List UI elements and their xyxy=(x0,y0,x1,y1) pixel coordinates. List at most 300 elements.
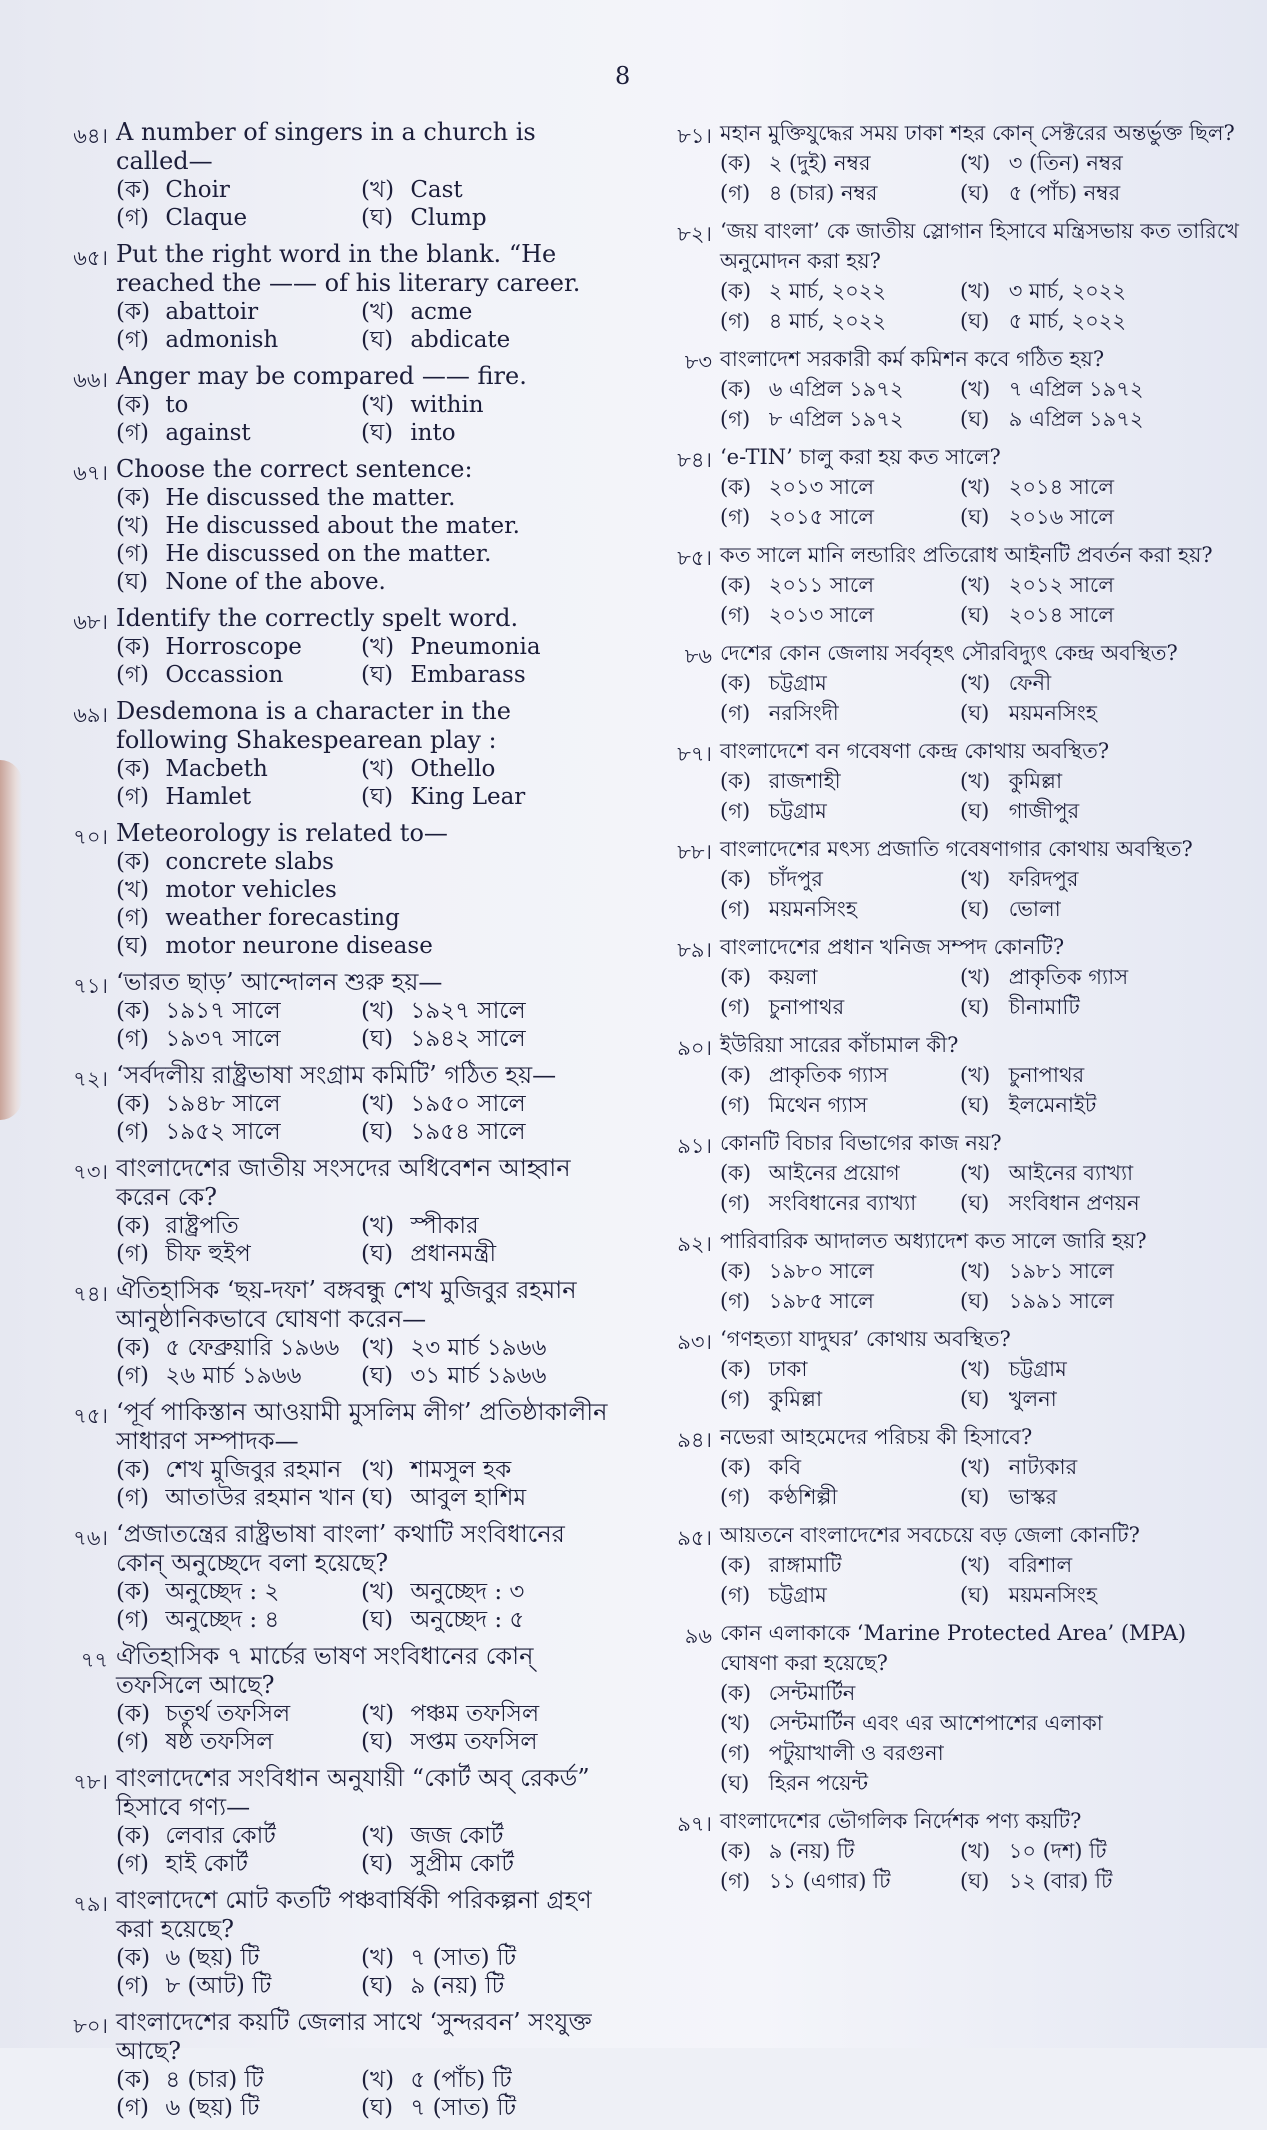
answer-option xyxy=(720,600,960,630)
option-label: (ঘ) xyxy=(960,897,990,921)
option-text: ৭ এপ্রিল ১৯৭২ xyxy=(1008,377,1144,401)
answer-option xyxy=(720,992,960,1022)
answer-option xyxy=(116,1972,361,2000)
option-label: (ক) xyxy=(116,177,151,203)
option-label: (ক) xyxy=(720,1357,752,1381)
answer-option xyxy=(720,306,960,336)
option-grid xyxy=(116,1578,610,1634)
option-text: নাট্যকার xyxy=(1008,1455,1078,1479)
option-grid xyxy=(116,391,610,447)
option-text: পটুয়াখালী ও বরগুনা xyxy=(768,1741,944,1765)
question-text: Desdemona is a character in the following Shakespearean play : xyxy=(116,697,511,754)
option-text: ৬ (ছয়) টি xyxy=(165,2095,260,2121)
question-text: কোন এলাকাকে ‘Marine Protected Area’ (MPA) ঘোষণা করা হয়েছে? xyxy=(720,1621,1187,1675)
answer-option xyxy=(960,1550,1240,1580)
option-text: চট্টগ্রাম xyxy=(768,1583,827,1607)
answer-option xyxy=(361,1972,610,2000)
answer-option xyxy=(116,391,361,419)
option-text: লেবার কোর্ট xyxy=(165,1823,276,1849)
option-text: ১৯১৭ সালে xyxy=(165,998,281,1024)
answer-option xyxy=(361,997,610,1025)
option-text: অনুচ্ছেদ : ৩ xyxy=(410,1579,525,1605)
option-grid xyxy=(116,1944,610,2000)
answer-option xyxy=(720,1060,960,1090)
option-label: (খ) xyxy=(960,769,991,793)
question-item xyxy=(640,1324,1240,1414)
answer-option xyxy=(116,1700,361,1728)
option-text: সুপ্রীম কোর্ট xyxy=(410,1851,514,1877)
option-label: (খ) xyxy=(361,998,395,1024)
option-text: ১১ (এগার) টি xyxy=(768,1869,891,1893)
question-item xyxy=(40,1154,610,1268)
answer-option xyxy=(960,1256,1240,1286)
answer-option xyxy=(960,1286,1240,1316)
answer-option xyxy=(116,176,361,204)
answer-option xyxy=(960,1866,1240,1896)
option-label: (খ) xyxy=(361,1945,395,1971)
option-label: (ক) xyxy=(720,1553,752,1577)
question-text: ঐতিহাসিক ৭ মার্চের ভাষণ সংবিধানের কোন্ তফসিলে আছে? xyxy=(116,1642,534,1699)
question-text: বাংলাদেশ সরকারী কর্ম কমিশন কবে গঠিত হয়? xyxy=(720,347,1105,371)
option-text: to xyxy=(165,392,189,418)
option-label: (খ) xyxy=(960,1839,991,1863)
option-label: (ঘ) xyxy=(960,407,990,431)
option-text: ৩ (তিন) নম্বর xyxy=(1008,151,1123,175)
option-grid xyxy=(116,848,610,960)
question-number: ৯১। xyxy=(677,1134,712,1158)
question-text: মহান মুক্তিযুদ্ধের সময় ঢাকা শহর কোন্ সেক্টরের অন্তর্ভুক্ত ছিল? xyxy=(720,121,1235,145)
answer-option xyxy=(960,1384,1240,1414)
answer-option xyxy=(720,1836,960,1866)
option-text: কুমিল্লা xyxy=(768,1387,823,1411)
option-text: ভোলা xyxy=(1008,897,1061,921)
question-item xyxy=(40,1276,610,1390)
option-text: ১৯৯১ সালে xyxy=(1008,1289,1114,1313)
option-text: ৯ (নয়) টি xyxy=(410,1973,505,1999)
answer-option xyxy=(361,1700,610,1728)
option-label: (ক) xyxy=(720,279,752,303)
answer-option xyxy=(720,1384,960,1414)
question-item xyxy=(640,540,1240,630)
answer-option xyxy=(361,419,610,447)
option-text: Claque xyxy=(165,205,248,231)
answer-option xyxy=(960,600,1240,630)
option-text: হাই কোর্ট xyxy=(165,1851,248,1877)
option-label: (গ) xyxy=(720,1485,751,1509)
answer-option xyxy=(361,1212,610,1240)
option-text: কয়লা xyxy=(768,965,818,989)
option-label: (ঘ) xyxy=(361,1119,394,1145)
option-text: Clump xyxy=(410,205,487,231)
option-grid xyxy=(720,374,1240,434)
question-item xyxy=(640,118,1240,208)
option-text: ১৯৪২ সালে xyxy=(410,1026,526,1052)
answer-option xyxy=(361,1728,610,1756)
answer-option xyxy=(361,204,610,232)
option-label: (গ) xyxy=(720,1583,751,1607)
option-label: (গ) xyxy=(720,1387,751,1411)
option-label: (খ) xyxy=(960,1259,991,1283)
answer-option xyxy=(720,864,960,894)
answer-option xyxy=(116,2066,361,2094)
option-text: হিরন পয়েন্ট xyxy=(768,1771,869,1795)
question-item xyxy=(40,455,610,596)
option-text: ৮ এপ্রিল ১৯৭২ xyxy=(768,407,904,431)
option-text: ২ মার্চ, ২০২২ xyxy=(768,279,887,303)
option-text: None of the above. xyxy=(165,569,386,595)
answer-option xyxy=(361,1822,610,1850)
answer-option xyxy=(720,1090,960,1120)
option-text: চীফ হুইপ xyxy=(165,1241,251,1267)
answer-option xyxy=(361,1025,610,1053)
answer-option xyxy=(720,472,960,502)
option-text: motor neurone disease xyxy=(165,933,433,959)
option-text: সপ্তম তফসিল xyxy=(410,1729,538,1755)
option-text: King Lear xyxy=(410,784,526,810)
question-text: বাংলাদেশের ভৌগলিক নির্দেশক পণ্য কয়টি? xyxy=(720,1809,1082,1833)
question-number: ৭৩। xyxy=(73,1160,108,1184)
option-label: (গ) xyxy=(720,1093,751,1117)
option-label: (ক) xyxy=(116,1945,151,1971)
option-text: ৯ এপ্রিল ১৯৭২ xyxy=(1008,407,1144,431)
option-label: (ঘ) xyxy=(361,1729,394,1755)
answer-option xyxy=(720,796,960,826)
option-label: (খ) xyxy=(720,1711,751,1735)
option-text: চতুর্থ তফসিল xyxy=(165,1701,291,1727)
option-label: (গ) xyxy=(720,181,751,205)
option-grid xyxy=(116,298,610,354)
answer-option xyxy=(720,1678,1240,1708)
question-number: ৭২। xyxy=(73,1067,108,1091)
answer-option xyxy=(116,1090,361,1118)
option-label: (খ) xyxy=(960,377,991,401)
option-text: admonish xyxy=(165,327,279,353)
question-item xyxy=(640,1806,1240,1896)
question-text: ‘পূর্ব পাকিস্তান আওয়ামী মুসলিম লীগ’ প্রতিষ্ঠাকালীন সাধারণ সম্পাদক— xyxy=(116,1398,608,1455)
option-grid xyxy=(720,766,1240,826)
option-label: (গ) xyxy=(720,603,751,627)
question-number: ৭৪। xyxy=(73,1282,108,1306)
question-item xyxy=(640,736,1240,826)
option-text: ২০১৩ সালে xyxy=(768,603,875,627)
answer-option xyxy=(361,1484,610,1512)
option-label: (ক) xyxy=(116,299,151,325)
option-text: অনুচ্ছেদ : ৪ xyxy=(165,1607,280,1633)
option-text: ৪ (চার) নম্বর xyxy=(768,181,878,205)
option-label: (ক) xyxy=(720,965,752,989)
option-label: (ক) xyxy=(720,475,752,499)
option-text: আইনের প্রয়োগ xyxy=(768,1161,900,1185)
question-text: বাংলাদেশে বন গবেষণা কেন্দ্র কোথায় অবস্থিত? xyxy=(720,739,1110,763)
option-label: (ক) xyxy=(720,377,752,401)
option-text: Horroscope xyxy=(165,634,302,660)
answer-option xyxy=(720,1452,960,1482)
option-text: অনুচ্ছেদ : ৫ xyxy=(410,1607,525,1633)
answer-option xyxy=(361,633,610,661)
option-text: ২ (দুই) নম্বর xyxy=(768,151,871,175)
option-text: জজ কোর্ট xyxy=(410,1823,504,1849)
option-text: ফেনী xyxy=(1008,671,1052,695)
answer-option xyxy=(116,1850,361,1878)
answer-option xyxy=(960,1354,1240,1384)
question-text: কোনটি বিচার বিভাগের কাজ নয়? xyxy=(720,1131,1002,1155)
answer-option xyxy=(960,992,1240,1022)
option-text: ৫ (পাঁচ) টি xyxy=(410,2067,512,2093)
option-text: ষষ্ঠ তফসিল xyxy=(165,1729,274,1755)
answer-option xyxy=(361,391,610,419)
option-text: সংবিধান প্রণয়ন xyxy=(1008,1191,1140,1215)
option-text: ২০১৬ সালে xyxy=(1008,505,1115,529)
left-column xyxy=(40,118,610,2130)
answer-option xyxy=(720,570,960,600)
option-label: (ক) xyxy=(116,392,151,418)
answer-option xyxy=(361,326,610,354)
question-number: ৮১। xyxy=(677,124,712,148)
answer-option xyxy=(960,178,1240,208)
answer-option xyxy=(116,848,610,876)
option-label: (গ) xyxy=(720,701,751,725)
option-label: (গ) xyxy=(116,2095,150,2121)
question-number: ৮২। xyxy=(677,222,712,246)
question-item xyxy=(640,834,1240,924)
option-label: (গ) xyxy=(116,1485,150,1511)
option-label: (ক) xyxy=(116,1823,151,1849)
option-text: He discussed on the matter. xyxy=(165,541,492,567)
question-text: পারিবারিক আদালত অধ্যাদেশ কত সালে জারি হয়? xyxy=(720,1229,1147,1253)
option-text: ২৩ মার্চ ১৯৬৬ xyxy=(410,1335,547,1361)
question-text: Anger may be compared —— fire. xyxy=(116,362,527,390)
option-text: ১৯৮০ সালে xyxy=(768,1259,874,1283)
option-label: (গ) xyxy=(116,327,150,353)
option-label: (ঘ) xyxy=(960,995,990,1019)
question-number: ৯০। xyxy=(677,1036,712,1060)
question-number: ৭৬। xyxy=(73,1526,108,1550)
question-number: ৭৮। xyxy=(73,1770,108,1794)
question-text: দেশের কোন জেলায় সর্ববৃহৎ সৌরবিদ্যুৎ কেন্দ্র অবস্থিত? xyxy=(720,641,1178,665)
answer-option xyxy=(960,1158,1240,1188)
question-number: ৬৬। xyxy=(73,368,108,392)
answer-option xyxy=(116,1240,361,1268)
option-text: acme xyxy=(410,299,473,325)
option-label: (ক) xyxy=(720,769,752,793)
option-grid xyxy=(116,1090,610,1146)
question-item xyxy=(40,604,610,689)
question-text: আয়তনে বাংলাদেশের সবচেয়ে বড় জেলা কোনটি? xyxy=(720,1523,1140,1547)
option-text: আইনের ব্যাখ্যা xyxy=(1008,1161,1134,1185)
option-text: ময়মনসিংহ xyxy=(768,897,857,921)
option-text: শামসুল হক xyxy=(410,1457,512,1483)
answer-option xyxy=(116,540,610,568)
option-label: (খ) xyxy=(960,671,991,695)
option-label: (ক) xyxy=(720,1839,752,1863)
answer-option xyxy=(361,783,610,811)
answer-option xyxy=(720,1866,960,1896)
question-number: ৮০। xyxy=(73,2014,108,2038)
option-label: (ঘ) xyxy=(361,1026,394,1052)
option-text: চুনাপাথর xyxy=(1008,1063,1085,1087)
question-item xyxy=(640,638,1240,728)
option-text: Embarass xyxy=(410,662,526,688)
question-text: A number of singers in a church is called— xyxy=(116,118,536,175)
option-label: (গ) xyxy=(116,1729,150,1755)
option-label: (খ) xyxy=(116,877,150,903)
answer-option xyxy=(960,1188,1240,1218)
option-text: গাজীপুর xyxy=(1008,799,1080,823)
option-text: ২০১৪ সালে xyxy=(1008,475,1114,499)
option-label: (গ) xyxy=(720,407,751,431)
question-item xyxy=(40,1642,610,1756)
answer-option xyxy=(116,1606,361,1634)
option-label: (ক) xyxy=(116,1701,151,1727)
option-label: (ঘ) xyxy=(960,1583,990,1607)
option-label: (খ) xyxy=(361,756,395,782)
question-item xyxy=(40,118,610,232)
answer-option xyxy=(960,1836,1240,1866)
answer-option xyxy=(720,1188,960,1218)
answer-option xyxy=(960,1482,1240,1512)
question-number: ৬৫। xyxy=(73,246,108,270)
option-label: (ঘ) xyxy=(960,1093,990,1117)
option-text: ৫ মার্চ, ২০২২ xyxy=(1008,309,1127,333)
option-label: (ঘ) xyxy=(960,1191,990,1215)
option-label: (ক) xyxy=(116,485,151,511)
option-label: (ক) xyxy=(720,867,752,891)
option-grid xyxy=(720,1452,1240,1512)
answer-option xyxy=(720,1354,960,1384)
answer-option xyxy=(960,766,1240,796)
question-text: নভেরা আহমেদের পরিচয় কী হিসাবে? xyxy=(720,1425,1033,1449)
answer-option xyxy=(116,326,361,354)
question-number: ৮৯। xyxy=(677,938,712,962)
answer-option xyxy=(960,570,1240,600)
option-label: (খ) xyxy=(960,573,991,597)
option-label: (ক) xyxy=(720,1259,752,1283)
answer-option xyxy=(361,1334,610,1362)
option-label: (ঘ) xyxy=(116,569,149,595)
answer-option xyxy=(116,568,610,596)
option-label: (ঘ) xyxy=(960,1289,990,1313)
option-text: ভাস্কর xyxy=(1008,1485,1058,1509)
answer-option xyxy=(960,698,1240,728)
option-text: against xyxy=(165,420,251,446)
option-label: (গ) xyxy=(116,784,150,810)
option-label: (খ) xyxy=(960,1063,991,1087)
option-label: (ক) xyxy=(720,1455,752,1479)
answer-option xyxy=(720,1482,960,1512)
question-item xyxy=(40,362,610,447)
option-grid xyxy=(720,1060,1240,1120)
option-text: কবি xyxy=(768,1455,802,1479)
option-grid xyxy=(720,1678,1240,1798)
option-text: Pneumonia xyxy=(410,634,541,660)
answer-option xyxy=(720,1738,1240,1768)
answer-option xyxy=(361,1362,610,1390)
option-label: (ক) xyxy=(116,1335,151,1361)
option-text: Macbeth xyxy=(165,756,268,782)
option-label: (গ) xyxy=(116,1026,150,1052)
answer-option xyxy=(361,661,610,689)
option-label: (ঘ) xyxy=(361,662,394,688)
answer-option xyxy=(361,298,610,326)
option-label: (ক) xyxy=(116,1457,151,1483)
option-text: ১৯৮৫ সালে xyxy=(768,1289,874,1313)
option-label: (ঘ) xyxy=(361,1607,394,1633)
answer-option xyxy=(361,2094,610,2122)
answer-option xyxy=(960,1580,1240,1610)
question-item xyxy=(640,1030,1240,1120)
option-label: (খ) xyxy=(960,279,991,303)
question-item xyxy=(640,344,1240,434)
answer-option xyxy=(116,904,610,932)
answer-option xyxy=(960,404,1240,434)
option-text: motor vehicles xyxy=(165,877,337,903)
option-label: (ঘ) xyxy=(361,784,394,810)
option-label: (খ) xyxy=(960,965,991,989)
option-text: চট্টগ্রাম xyxy=(768,671,827,695)
option-label: (গ) xyxy=(116,1363,150,1389)
option-text: Cast xyxy=(410,177,463,203)
option-text: কুমিল্লা xyxy=(1008,769,1063,793)
option-text: He discussed about the mater. xyxy=(165,513,520,539)
option-label: (গ) xyxy=(116,662,150,688)
option-label: (ঘ) xyxy=(361,420,394,446)
option-label: (ক) xyxy=(116,756,151,782)
answer-option xyxy=(116,1025,361,1053)
option-text: ২০১৪ সালে xyxy=(1008,603,1114,627)
option-label: (খ) xyxy=(361,177,395,203)
option-text: ৩১ মার্চ ১৯৬৬ xyxy=(410,1363,547,1389)
question-text: বাংলাদেশের কয়টি জেলার সাথে ‘সুন্দরবন’ সংযুক্ত আছে? xyxy=(116,2008,592,2065)
answer-option xyxy=(116,1822,361,1850)
option-text: ১৯৫৪ সালে xyxy=(410,1119,526,1145)
option-grid xyxy=(720,148,1240,208)
answer-option xyxy=(720,404,960,434)
option-text: ময়মনসিংহ xyxy=(1008,1583,1097,1607)
option-grid xyxy=(720,1158,1240,1218)
option-text: ১৯৩৭ সালে xyxy=(165,1026,281,1052)
question-number: ৯২। xyxy=(677,1232,712,1256)
option-text: ঢাকা xyxy=(768,1357,808,1381)
question-item xyxy=(40,2008,610,2122)
question-text: ইউরিয়া সারের কাঁচামাল কী? xyxy=(720,1033,959,1057)
finger-shadow xyxy=(0,760,22,1120)
option-label: (ঘ) xyxy=(361,327,394,353)
question-number: ৭০। xyxy=(73,825,108,849)
answer-option xyxy=(116,633,361,661)
question-item xyxy=(640,1422,1240,1512)
option-text: weather forecasting xyxy=(165,905,400,931)
option-grid xyxy=(720,668,1240,728)
answer-option xyxy=(960,472,1240,502)
answer-option xyxy=(116,876,610,904)
answer-option xyxy=(361,1850,610,1878)
answer-option xyxy=(116,2094,361,2122)
option-text: ১৯৮১ সালে xyxy=(1008,1259,1114,1283)
answer-option xyxy=(960,374,1240,404)
option-grid xyxy=(720,962,1240,1022)
option-text: চুনাপাথর xyxy=(768,995,845,1019)
answer-option xyxy=(361,1118,610,1146)
answer-option xyxy=(116,1334,361,1362)
answer-option xyxy=(116,755,361,783)
answer-option xyxy=(960,1090,1240,1120)
option-grid xyxy=(116,1456,610,1512)
option-text: into xyxy=(410,420,456,446)
answer-option xyxy=(960,962,1240,992)
option-label: (ঘ) xyxy=(960,1387,990,1411)
option-label: (গ) xyxy=(116,1241,150,1267)
answer-option xyxy=(361,2066,610,2094)
